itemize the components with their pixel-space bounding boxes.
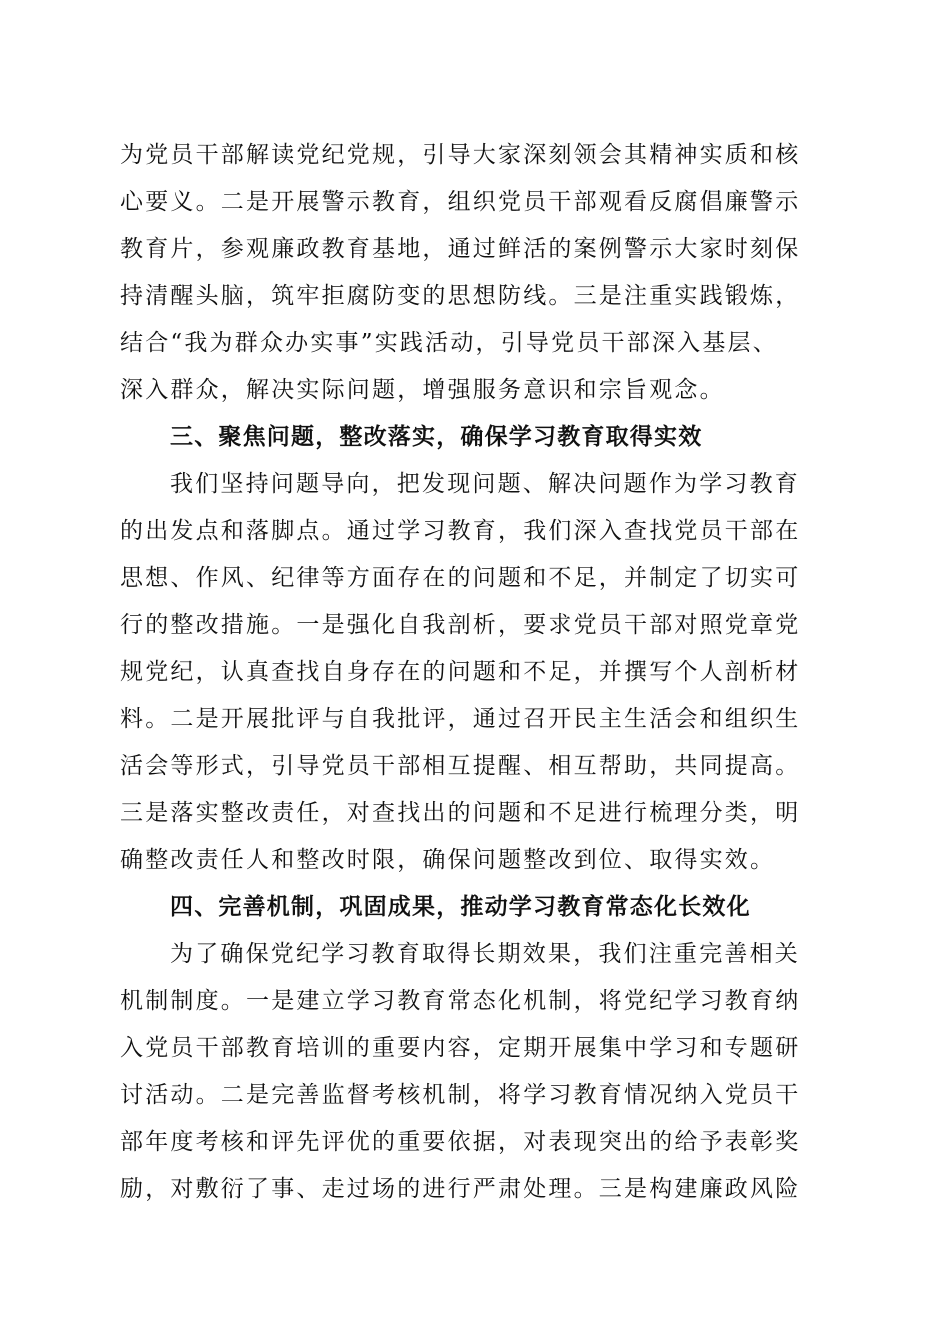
text-line: 部年度考核和评先评优的重要依据，对表现突出的给予表彰奖	[120, 1129, 801, 1155]
text-line: 讨活动。二是完善监督考核机制，将学习教育情况纳入党员干	[120, 1082, 801, 1108]
text-line: 结合“我为群众办实事”实践活动，引导党员干部深入基层、	[120, 330, 778, 356]
text-line: 活会等形式，引导党员干部相互提醒、相互帮助，共同提高。	[120, 753, 801, 779]
text-line: 为了确保党纪学习教育取得长期效果，我们注重完善相关	[170, 941, 800, 967]
text-line: 励，对敷衍了事、走过场的进行严肃处理。三是构建廉政风险	[120, 1176, 801, 1202]
text-line: 思想、作风、纪律等方面存在的问题和不足，并制定了切实可	[120, 565, 801, 591]
text-line: 教育片，参观廉政教育基地，通过鲜活的案例警示大家时刻保	[120, 236, 801, 262]
text-line: 三是落实整改责任，对查找出的问题和不足进行梳理分类，明	[120, 800, 801, 826]
text-line: 机制制度。一是建立学习教育常态化机制，将党纪学习教育纳	[120, 988, 801, 1014]
document-body	[120, 132, 820, 1213]
text-line: 的出发点和落脚点。通过学习教育，我们深入查找党员干部在	[120, 518, 801, 544]
text-line: 持清醒头脑，筑牢拒腐防变的思想防线。三是注重实践锻炼，	[120, 283, 801, 309]
section-heading-4: 四、完善机制，巩固成果，推动学习教育常态化长效化	[170, 894, 751, 920]
text-line: 我们坚持问题导向，把发现问题、解决问题作为学习教育	[170, 471, 800, 497]
text-line: 料。二是开展批评与自我批评，通过召开民主生活会和组织生	[120, 706, 801, 732]
text-line: 入党员干部教育培训的重要内容，定期开展集中学习和专题研	[120, 1035, 801, 1061]
text-line: 深入群众，解决实际问题，增强服务意识和宗旨观念。	[120, 377, 725, 403]
section-heading-3: 三、聚焦问题，整改落实，确保学习教育取得实效	[170, 424, 703, 450]
text-line: 为党员干部解读党纪党规，引导大家深刻领会其精神实质和核	[120, 142, 801, 168]
text-line: 确整改责任人和整改时限，确保问题整改到位、取得实效。	[120, 847, 776, 873]
text-line: 行的整改措施。一是强化自我剖析，要求党员干部对照党章党	[120, 612, 801, 638]
text-line: 心要义。二是开展警示教育，组织党员干部观看反腐倡廉警示	[120, 189, 801, 215]
text-line: 规党纪，认真查找自身存在的问题和不足，并撰写个人剖析材	[120, 659, 801, 685]
